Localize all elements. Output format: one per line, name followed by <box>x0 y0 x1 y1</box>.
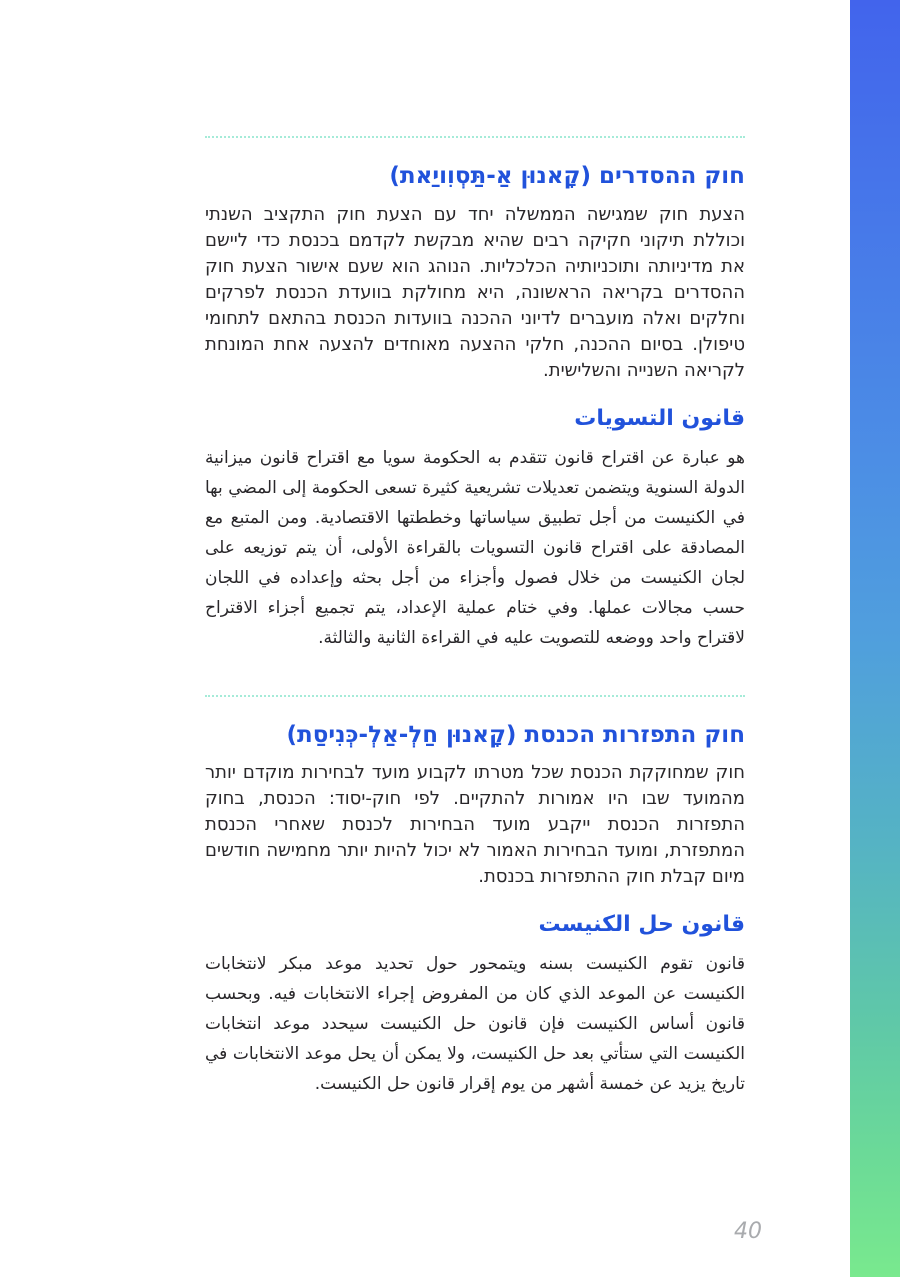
page-number: 40 <box>734 1219 762 1244</box>
section-heading-hebrew: חוק ההסדרים (קָאנוּן אַ-תַּסְוִויַאת) <box>389 163 745 189</box>
section-heading-hebrew: חוק התפזרות הכנסת (קָאנוּן חַלְ-אַלְ-כְּנִיסַת) <box>286 721 745 748</box>
dotted-divider <box>205 695 745 697</box>
dotted-divider <box>205 136 745 138</box>
gradient-side-bar <box>850 0 900 1277</box>
section-body-arabic: هو عبارة عن اقتراح قانون تتقدم به الحكومة سويا مع اقتراح قانون ميزانية الدولة السنوية ويتضمن تعديلات تشريعية كثيرة تسعى الحكومة إلى المضي بها في الكنيست من أجل تطبيق سياساتها وخططتها الاقتصادية. ومن المتبع مع المصادقة على اقتراح قانون التسويات بالقراءة الأولى، أن يتم توزيعه على لجان الكنيست من خلال فصول وأجزاء من أجل بحثه وإعداده في اللجان حسب مجالات عملها. وفي ختام عملية الإعداد، يتم تجميع أجزاء الاقتراح لاقتراح واحد ووضعه للتصويت عليه في القراءة الثانية والثالثة. <box>205 447 745 648</box>
section-heading-arabic: قانون التسويات <box>574 405 745 431</box>
content-column <box>205 0 745 1099</box>
section-body-hebrew: הצעת חוק שמגישה הממשלה יחד עם הצעת חוק התקציב השנתי וכוללת תיקוני חקיקה רבים שהיא מבקשת לקדמם בכנסת כדי ליישם את מדיניותה ותוכניותיה הכלכליות. הנוהג הוא שעם אישור הצעת חוק ההסדרים בקריאה הראשונה, היא מחולקת בוועדת הכנסת לפרקים וחלקים ואלה מועברים לדיוני ההכנה בוועדות הכנסת בהתאם לתחומי טיפולן. בסיום ההכנה, חלקי ההצעה מאוחדים להצעה אחת המונחת לקריאה השנייה והשלישית. <box>205 203 745 381</box>
section-body-hebrew: חוק שמחוקקת הכנסת שכל מטרתו לקבוע מועד לבחירות מוקדם יותר מהמועד שבו היו אמורות להתקיים. לפי חוק-יסוד: הכנסת, בחוק התפזרות הכנסת ייקבע מועד הבחירות לכנסת שאחרי הכנסת המתפזרת, ומועד הבחירות האמור לא יכול להיות יותר מחמישה חודשים מיום קבלת חוק ההתפזרות בכנסת. <box>205 762 745 888</box>
section-body-arabic: قانون تقوم الكنيست بسنه ويتمحور حول تحديد موعد مبكر لانتخابات الكنيست عن الموعد الذي كان من المفروض إجراء الانتخابات فيه. وبحسب قانون أساس الكنيست فإن قانون حل الكنيست سيحدد موعد انتخابات الكنيست التي ستأتي بعد حل الكنيست، ولا يمكن أن يحل موعد الانتخابات في تاريخ يزيد عن خمسة أشهر من يوم إقرار قانون حل الكنيست. <box>205 954 745 1095</box>
section-heading-arabic: قانون حل الكنيست <box>538 912 745 938</box>
